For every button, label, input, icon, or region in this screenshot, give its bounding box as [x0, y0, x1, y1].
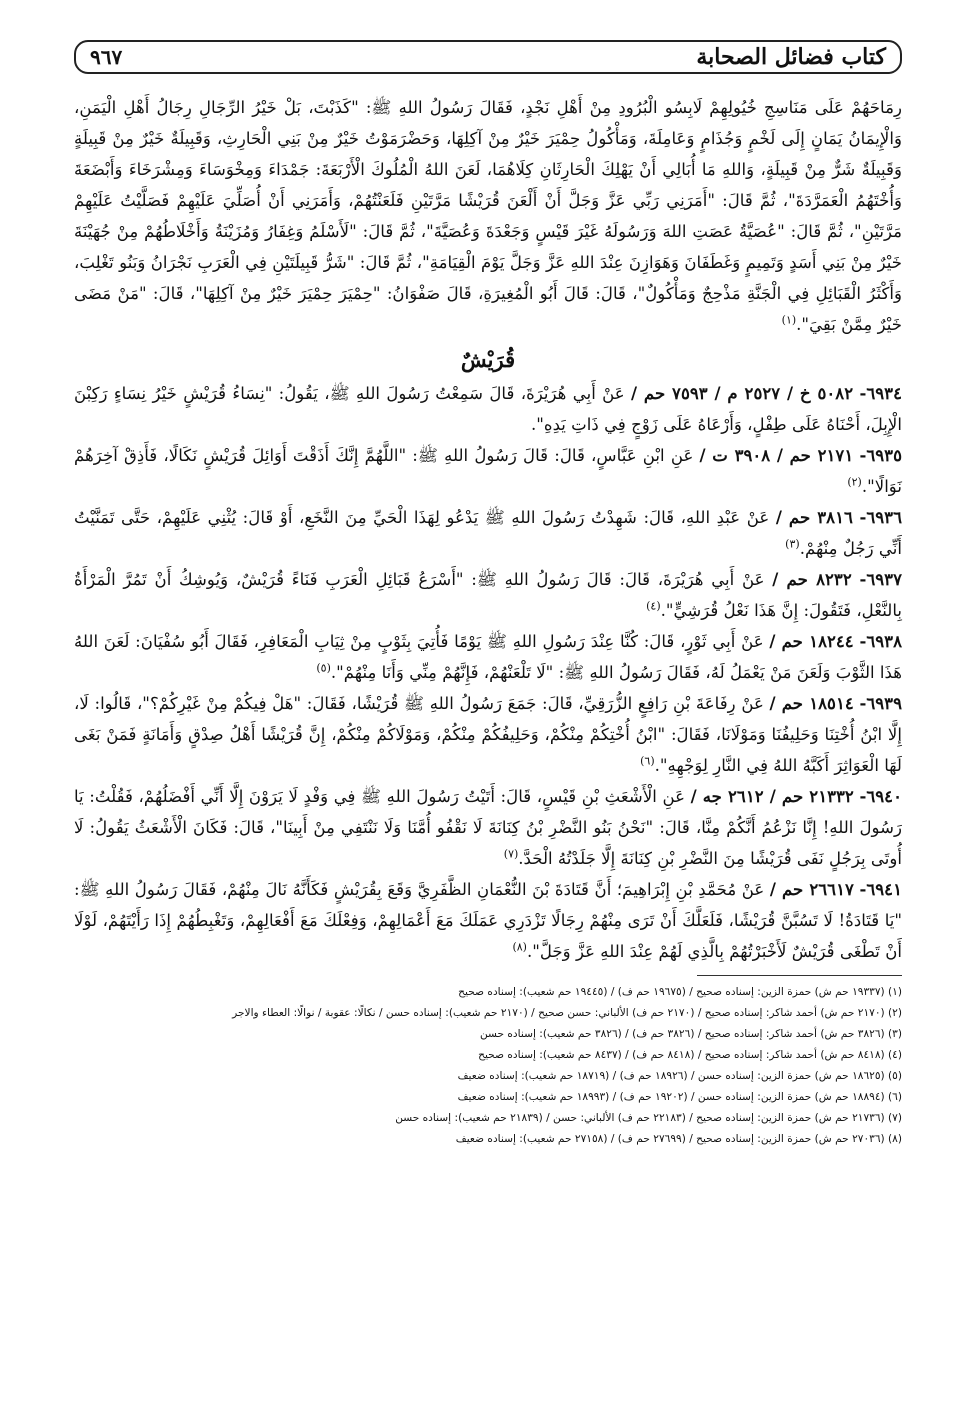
hadith-sources: ٢٦٦١٧ حم / — [769, 879, 854, 899]
hadith-6937 — [74, 564, 902, 626]
hadith-number: ٦٩٤٠- — [859, 786, 902, 806]
hadith-sources: ٨٢٣٢ حم / — [772, 569, 852, 589]
hadith-number: ٦٩٣٧- — [859, 569, 902, 589]
hadith-sources: ٣٨١٦ حم / — [775, 507, 853, 527]
footnote-ref: (٧) — [503, 847, 519, 861]
hadith-6938 — [74, 626, 902, 688]
hadith-number: ٦٩٣٩- — [859, 693, 903, 713]
hadith-text: عَنِ ابْنِ عَبَّاسٍ، قَالَ: قَالَ رَسُولُ اللهِ ﷺ: "اللَّهُمَّ إِنَّكَ أَذَقْتَ أَوَائِلَ قُرَيْشٍ نَكَالًا، فَأَذِقْ آخِرَهُمْ نَوَالًا". — [74, 446, 902, 496]
footnote-item: (٨) (٢٧٠٣٦ حم ش) حمزة الزين: إسناده صحيح / (٢٧٦٩٩ حم ف) / (٢٧١٥٨ حم شعيب): إسناده ضعيف — [455, 1133, 902, 1145]
footnote-item: (٢) (٢١٧٠ حم ش) أحمد شاكر: إسناده صحيح / (٢١٧٠ حم ف) الألباني: حسن صحيح / (٢١٧٠ حم شعيب): إسناده حسن / نكالًا: عقوبة / نوالًا: العطاء والاجر — [232, 1007, 902, 1019]
footnote-ref: (١) — [781, 313, 797, 327]
section-heading: قُرَيْشٌ — [460, 347, 516, 372]
intro-text: رِمَاحَهُمْ عَلَى مَنَاسِجِ خُيُولِهِمْ لَابِسُو الْبُرُودِ مِنْ أَهْلِ نَجْدٍ، فَقَالَ رَسُولُ اللهِ ﷺ: "كَذَبْتَ، بَلْ خَيْرُ الرِّجَالِ رِجَالُ أَهْلِ الْيَمَنِ، وَالْإِيمَانُ يَمَانٍ إِلَى لَخْمٍ وَجُذَامٍ وَعَامِلَةَ، وَمَأْكُولُ حِمْيَرَ خَيْرٌ مِنْ آكِلِهَا، وَحَضْرَمَوْتُ خَيْرٌ مِنْ بَنِي الْحَارِثِ، وَقَبِيلَةٌ خَيْرٌ مِنْ قَبِيلَةٍ وَقَبِيلَةٌ شَرٌّ مِنْ قَبِيلَةٍ، وَاللهِ مَا أُبَالِي أَنْ يَهْلِكَ الْحَارِثَانِ كِلَاهُمَا، لَعَنَ اللهُ الْمُلُوكَ الْأَرْبَعَةَ: جَمْدَاءَ وَمِخْوَسَاءَ وَمِشْرَخَاءَ وَأَبْضَعَةَ وَأُخْتَهُمُ الْعَمَرَّدَةَ"، ثُمَّ قَالَ: "أَمَرَنِي رَبِّي عَزَّ وَجَلَّ أَنْ أَلْعَنَ قُرَيْشًا مَرَّتَيْنِ فَلَعَنْتُهُمْ، وَأَمَرَنِي أَنْ أُصَلِّيَ عَلَيْهِمْ فَصَلَّيْتُ عَلَيْهِمْ مَرَّتَيْنِ"، ثُمَّ قَالَ: "عُصَيَّةُ عَصَتِ اللهَ وَرَسُولَهُ غَيْرَ قَيْسٍ وَجَعْدَةَ وَعُصَيَّةَ"، ثُمَّ قَالَ: "لَأَسْلَمُ وَغِفَارُ وَمُزَيْنَةُ وَأَخْلَاطُهُمْ مِنْ جُهَيْنَةَ خَيْرٌ مِنْ بَنِي أَسَدٍ وَتَمِيمٍ وَغَطَفَانَ وَهَوَازِنَ عِنْدَ اللهِ عَزَّ وَجَلَّ يَوْمَ الْقِيَامَةِ"، ثُمَّ قَالَ: "شَرُّ قَبِيلَتَيْنِ فِي الْعَرَبِ نَجْرَانُ وَبَنُو تَغْلِبَ، وَأَكْثَرُ الْقَبَائِلِ فِي الْجَنَّةِ مَذْحِجٌ وَمَأْكُولٌ"، قَالَ: قَالَ أَبُو الْمُغِيرَةِ، قَالَ صَفْوَانُ: "حِمْيَرَ حِمْيَرَ خَيْرٌ مِنْ آكِلِهَا"، قَالَ: "مَنْ مَضَى خَيْرٌ مِمَّنْ بَقِيَ". — [74, 98, 902, 334]
footnote-ref: (٢) — [847, 475, 862, 489]
hadith-6939 — [74, 688, 902, 781]
hadith-text: عَنْ مُحَمَّدِ بْنِ إِبْرَاهِيمَ؛ أَنَّ قَتَادَةَ بْنَ النُّعْمَانِ الظَّفَرِيَّ وَقَعَ بِقُرَيْشٍ فَكَأَنَّهُ نَالَ مِنْهُمْ، فَقَالَ رَسُولُ اللهِ ﷺ: "يَا قَتَادَةُ! لَا تَسُبَّنَّ قُرَيْشًا، فَلَعَلَّكَ أَنْ تَرَى مِنْهُمْ رِجَالًا تَزْدَرِي عَمَلَكَ مَعَ أَعْمَالِهِمْ، وَفِعْلَكَ مَعَ أَفْعَالِهِمْ، وَتَغْبِطُهُمْ إِذَا رَأَيْتَهُمْ، لَوْلَا أَنْ تَطْغَى قُرَيْشٌ لَأَخْبَرْتُهُمْ بِالَّذِي لَهُمْ عِنْدَ اللهِ عَزَّ وَجَلَّ". — [74, 880, 902, 961]
footnote-divider — [697, 975, 902, 976]
footnote-item: (٦) (١٨٨٩٤ حم ش) حمزة الزين: إسناده حسن / (١٩٢٠٢ حم ف) / (١٨٩٩٣ حم شعيب): إسناده ضعيف — [457, 1091, 902, 1103]
footnote-item: (٣) (٣٨٢٦ حم ش) أحمد شاكر: إسناده صحيح / (٣٨٢٦ حم ف) / (٣٨٢٦ حم شعيب): إسناده حسن — [479, 1028, 902, 1040]
hadith-number: ٦٩٤١- — [859, 879, 903, 899]
footnote-ref: (٤) — [646, 599, 661, 613]
footnote-ref: (٦) — [640, 754, 655, 768]
hadith-sources: ١٨٢٤٤ حم / — [769, 631, 854, 651]
footnote-ref: (٨) — [512, 940, 527, 954]
hadith-6936 — [74, 502, 902, 564]
hadith-text: عَنْ أَبِي ثَوْرٍ، قَالَ: كُنَّا عِنْدَ رَسُولِ اللهِ ﷺ يَوْمًا فَأُتِيَ بِثَوْبٍ مِنْ ثِيَابِ الْمَعَافِرِ، فَقَالَ أَبُو سُفْيَانَ: لَعَنَ اللهُ هَذَا الثَّوْبَ وَلَعَنَ مَنْ يَعْمَلُ لَهُ، فَقَالَ رَسُولُ اللهِ ﷺ: "لَا تَلْعَنْهُمْ، فَإِنَّهُمْ مِنِّي وَأَنَا مِنْهُمْ". — [74, 632, 902, 682]
hadith-number: ٦٩٣٥- — [859, 445, 902, 465]
hadith-6941 — [74, 874, 902, 967]
page-header — [74, 40, 902, 74]
hadith-sources: ٢١٧١ حم / ٣٩٠٨ ت / — [699, 445, 854, 465]
footnote-item: (١) (١٩٣٣٧ حم ش) حمزة الزين: إسناده صحيح / (١٩٦٧٥ حم ف) / (١٩٤٤٥ حم شعيب): إسناده صحيح — [458, 986, 902, 998]
hadith-text: عَنْ أَبِي هُرَيْرَةَ، قَالَ: قَالَ رَسُولُ اللهِ ﷺ: "أَسْرَعُ قَبَائِلِ الْعَرَبِ فَنَاءً قُرَيْشٌ، وَيُوشِكُ أَنْ تَمُرَّ الْمَرْأَةُ بِالنَّعْلِ، فَتَقُولَ: إِنَّ هَذَا نَعْلُ قُرَشِيٍّ". — [74, 570, 902, 620]
footnote-item: (٥) (١٨٦٢٥ حم ش) حمزة الزين: إسناده حسن / (١٨٩٢٦ حم ف) / (١٨٧١٩ حم شعيب): إسناده ضعيف — [457, 1070, 902, 1082]
hadith-sources: ٥٠٨٢ خ / ٢٥٢٧ م / ٧٥٩٣ حم / — [631, 383, 854, 403]
hadith-sources: ١٨٥١٤ حم / — [769, 693, 854, 713]
book-title: كتاب فضائل الصحابة — [696, 44, 886, 70]
main-text — [74, 92, 902, 967]
intro-paragraph — [74, 92, 902, 340]
page-number: ٩٦٧ — [90, 45, 123, 69]
hadith-text: عَنِ الْأَشْعَثِ بْنِ قَيْسٍ، قَالَ: أَتَيْتُ رَسُولَ اللهِ ﷺ فِي وَفْدٍ لَا يَرَوْنَ إِلَّا أَنِّي أَفْضَلُهُمْ، فَقُلْتُ: يَا رَسُولَ اللهِ! إِنَّا نَزْعُمُ أَنَّكُمْ مِنَّا، قَالَ: "نَحْنُ بَنُو النَّضْرِ بْنُ كِنَانَةَ لَا نَقْفُو أُمَّنَا وَلَا نَنْتَفِي مِنْ أَبِينَا"، قَالَ: فَكَانَ الْأَشْعَثُ يَقُولُ: لَا أُوتَى بِرَجُلٍ نَفَى قُرَيْشًا مِنَ النَّضْرِ بْنِ كِنَانَةَ إِلَّا جَلَدْتُهُ الْحَدَّ. — [74, 787, 902, 868]
hadith-6934 — [74, 378, 902, 440]
footnote-ref: (٣) — [785, 537, 800, 551]
footnote-ref: (٥) — [316, 661, 331, 675]
hadith-sources: ٢١٣٣٢ حم / ٢٦١٢ جه / — [690, 786, 854, 806]
hadith-6940 — [74, 781, 902, 874]
footnote-item: (٧) (٢١٧٣٦ حم ش) حمزة الزين: إسناده صحيح / (٢٢١٨٣ حم ف) الألباني: حسن / (٢١٨٣٩ حم شعيب): إسناده حسن — [395, 1112, 902, 1124]
footnotes — [74, 982, 902, 1150]
footnote-item: (٤) (٨٤١٨ حم ش) أحمد شاكر: إسناده صحيح / (٨٤١٨ حم ف) / (٨٤٣٧ حم شعيب): إسناده صحيح — [478, 1049, 902, 1061]
hadith-number: ٦٩٣٨- — [859, 631, 902, 651]
hadith-number: ٦٩٣٦- — [859, 507, 903, 527]
hadith-text: عَنْ أَبِي هُرَيْرَةَ، قَالَ سَمِعْتُ رَسُولَ اللهِ ﷺ، يَقُولُ: "نِسَاءُ قُرَيْشٍ خَيْرُ نِسَاءٍ رَكِبْنَ الْإِبِلَ، أَحْنَاهُ عَلَى طِفْلٍ، وَأَرْعَاهُ عَلَى زَوْجٍ فِي ذَاتِ يَدِهِ". — [74, 384, 902, 434]
hadith-text: عَنْ عَبْدِ اللهِ، قَالَ: شَهِدْتُ رَسُولَ اللهِ ﷺ يَدْعُو لِهَذَا الْحَيِّ مِنَ النَّخَعِ، أَوْ قَالَ: يُثْنِي عَلَيْهِمْ، حَتَّى تَمَنَّيْتُ أَنِّي رَجُلٌ مِنْهُمْ. — [74, 508, 902, 558]
hadith-number: ٦٩٣٤- — [859, 383, 902, 403]
hadith-6935 — [74, 440, 902, 502]
book-page — [74, 40, 902, 1390]
hadith-text: عَنْ رِفَاعَةَ بْنِ رَافِعٍ الزُّرَقِيِّ، قَالَ: جَمَعَ رَسُولُ اللهِ ﷺ قُرَيْشًا، فَقَالَ: "هَلْ فِيكُمْ مِنْ غَيْرِكُمْ؟"، قَالُوا: لَا، إِلَّا ابْنُ أُخْتِنَا وَحَلِيفُنَا وَمَوْلَانَا، فَقَالَ: "ابْنُ أُخْتِكُمْ مِنْكُمْ، وَحَلِيفُكُمْ مِنْكُمْ، وَمَوْلَاكُمْ مِنْكُمْ، إِنَّ قُرَيْشًا أَهْلُ صِدْقٍ وَأَمَانَةٍ فَمَنْ بَغَى لَهَا الْعَوَاثِرَ أَكَبَّهُ اللهُ فِي النَّارِ لِوَجْهِهِ". — [74, 694, 902, 775]
